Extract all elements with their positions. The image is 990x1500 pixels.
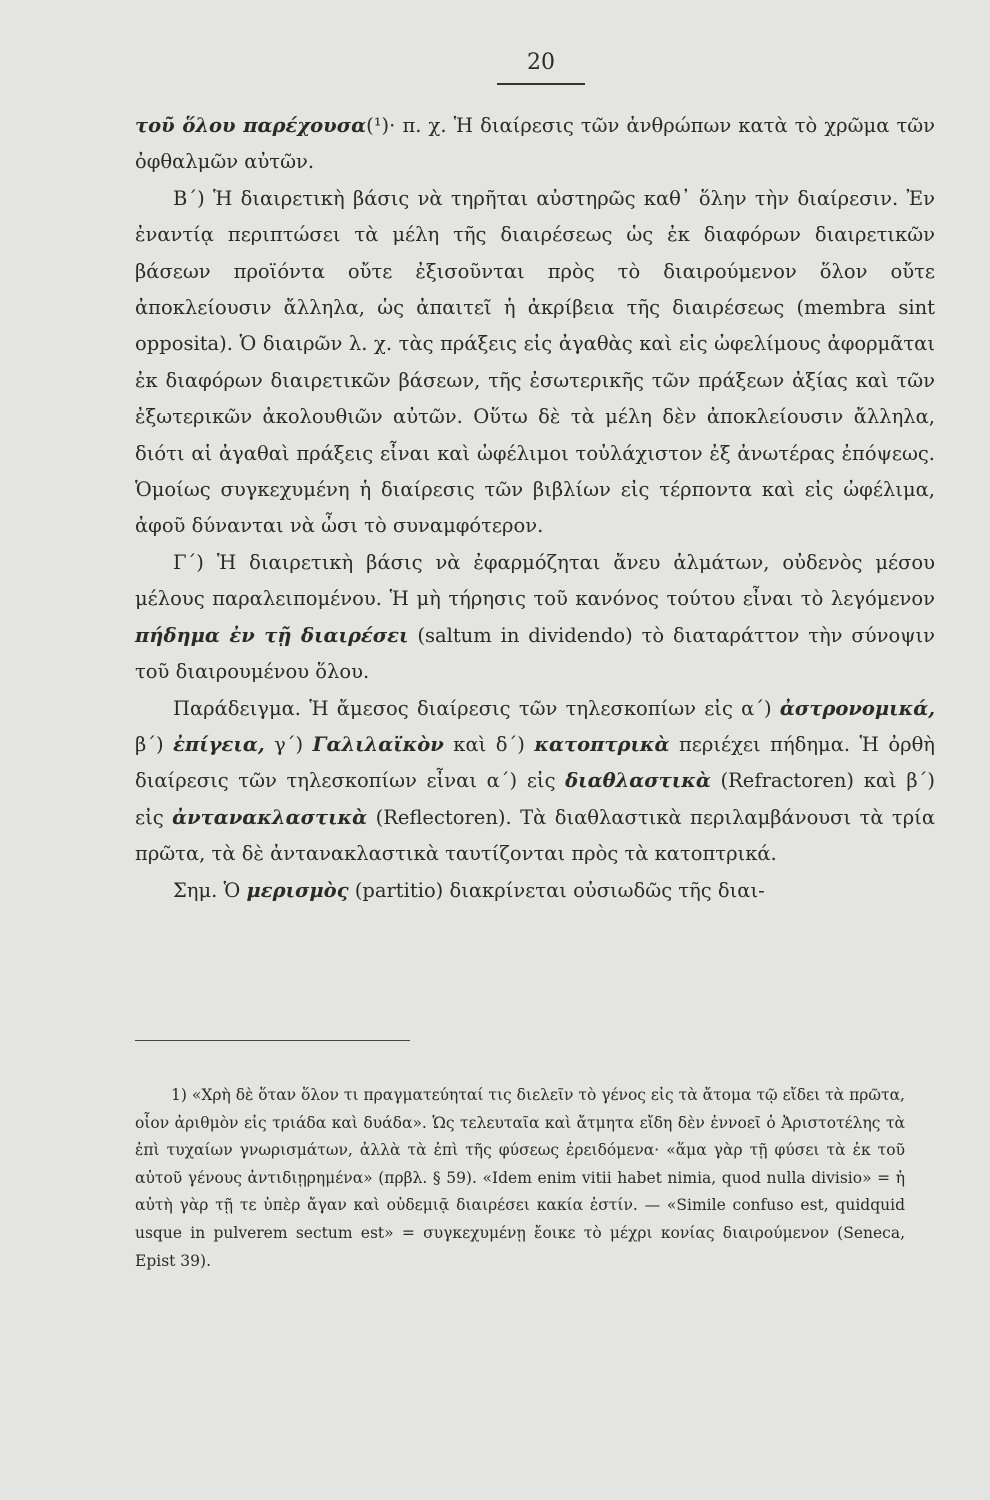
text-run: Β΄) Ἡ διαιρετικὴ βάσις νὰ τηρῆται αὐστηρῶς καθ᾽ ὅλην τὴν διαίρεσιν. Ἐν ἐναντίᾳ περιπτώσει τὰ μέλη τῆς διαιρέσεως ὡς ἐκ διαφόρων διαιρετικῶν βάσεων προϊόντα οὔτε ἐξισοῦνται πρὸς τὸ διαιρούμενον ὅλον οὔτε ἀποκλείουσιν ἄλληλα, ὡς ἀπαιτεῖ ἡ ἀκρίβεια τῆς διαιρέσεως (membra sint opposita). Ὁ διαιρῶν λ. χ. τὰς πράξεις εἰς ἀγαθὰς καὶ εἰς ὠφελίμους ἀφορμᾶται ἐκ διαφόρων διαιρετικῶν βάσεων, τῆς ἐσωτερικῆς τῶν πράξεων ἀξίας καὶ τῶν ἐξωτερικῶν ἀκολουθιῶν αὐτῶν. Οὕτω δὲ τὰ μέλη δὲν ἀποκλείουσιν ἄλληλα, διότι αἱ ἀγαθαὶ πράξεις εἶναι καὶ ὠφέλιμοι τοὐλάχιστον ἐξ ἀνωτέρας ἐπόψεως. Ὁμοίως συγκεχυμένη ἡ διαίρεσις τῶν βιβλίων εἰς τέρποντα καὶ εἰς ὠφέλιμα, ἀφοῦ δύνανται νὰ ὦσι τὸ συναμφότερον. [135, 186, 935, 538]
page-number: 20 [497, 50, 585, 85]
paragraph [135, 545, 935, 691]
paragraph [135, 691, 935, 873]
paragraph [135, 181, 935, 545]
text-run: (Refractoren) καὶ β΄) εἰς [135, 769, 935, 829]
text-run: (Reflectoren). Τὰ διαθλαστικὰ περιλαμβάνουσι τὰ τρία πρῶτα, τὰ δὲ ἀντανακλαστικὰ ταυτίζονται πρὸς τὰ κατοπτρικά. [135, 805, 935, 866]
footnote-separator [135, 1040, 410, 1041]
emphasized-term: πήδημα ἐν τῇ διαιρέσει [135, 623, 409, 647]
text-run: β΄) [135, 732, 174, 756]
paragraph [135, 108, 935, 181]
emphasized-term: ἐπίγεια, [173, 732, 265, 756]
text-run: (saltum in dividendo) τὸ διαταράττον τὴν σύνοψιν τοῦ διαιρουμένου ὅλου. [135, 623, 935, 684]
text-run: Παράδειγμα. Ἡ ἄμεσος διαίρεσις τῶν τηλεσκοπίων εἰς α΄) [173, 696, 780, 720]
footnote: 1) «Χρὴ δὲ ὅταν ὅλον τι πραγματεύηταί τις διελεῖν τὸ γένος εἰς τὰ ἄτομα τῷ εἴδει τὰ πρῶτα, οἷον ἀριθμὸν εἰς τριάδα καὶ δυάδα». Ὡς τελευταῖα καὶ ἄτμητα εἴδη δὲν ἐννοεῖ ὁ Ἀριστοτέλης τὰ ἐπὶ τυχαίων γνωρισμάτων, ἀλλὰ τὰ ἐπὶ τῆς φύσεως ἐρειδόμενα· «ἅμα γὰρ τῇ φύσει τὰ ἐκ τοῦ αὐτοῦ γένους ἀντιδιῃρημένα» (πρβλ. § 59). «Idem enim vitii habet nimia, quod nulla divisio» = ἡ αὐτὴ γὰρ τῇ τε ὑπὲρ ἄγαν καὶ οὐδεμιᾷ διαιρέσει κακία ἐστίν. — «Simile confuso est, quidquid usque in pulverem sectum est» = συγκεχυμένῃ ἔοικε τὸ μέχρι κονίας διαιρούμενον (Seneca, Epist 39). [135, 1086, 905, 1270]
text-run: καὶ δ΄) [443, 732, 535, 756]
emphasized-term: Γαλιλαϊκὸν [312, 732, 444, 756]
text-run: Σημ. Ὁ [173, 878, 247, 902]
paragraph [135, 873, 935, 909]
emphasized-term: διαθλαστικὰ [565, 769, 711, 793]
text-run: περιέχει πήδημα. Ἡ ὀρθὴ διαίρεσις τῶν τηλεσκοπίων εἶναι α΄) εἰς [135, 732, 935, 793]
text-run: (¹)· π. χ. Ἡ διαίρεσις τῶν ἀνθρώπων κατὰ τὸ χρῶμα τῶν ὀφθαλμῶν αὐτῶν. [135, 114, 936, 174]
emphasized-term: μερισμὸς [246, 878, 349, 902]
emphasized-term: κατοπτρικὰ [534, 732, 670, 756]
emphasized-term: ἀντανακλαστικὰ [172, 805, 368, 829]
text-run: (partitio) διακρίνεται οὐσιωδῶς τῆς διαι- [348, 878, 765, 902]
emphasized-term: τοῦ ὅλου παρέχουσα [135, 114, 367, 137]
main-text [135, 108, 935, 909]
emphasized-term: ἀστρονομικά, [779, 696, 935, 720]
text-run: γ΄) [264, 732, 313, 756]
text-run: Γ΄) Ἡ διαιρετικὴ βάσις νὰ ἐφαρμόζηται ἄνευ ἁλμάτων, οὐδενὸς μέσου μέλους παραλειπομένου. Ἡ μὴ τήρησις τοῦ κανόνος τούτου εἶναι τὸ λεγόμενον [135, 550, 935, 611]
